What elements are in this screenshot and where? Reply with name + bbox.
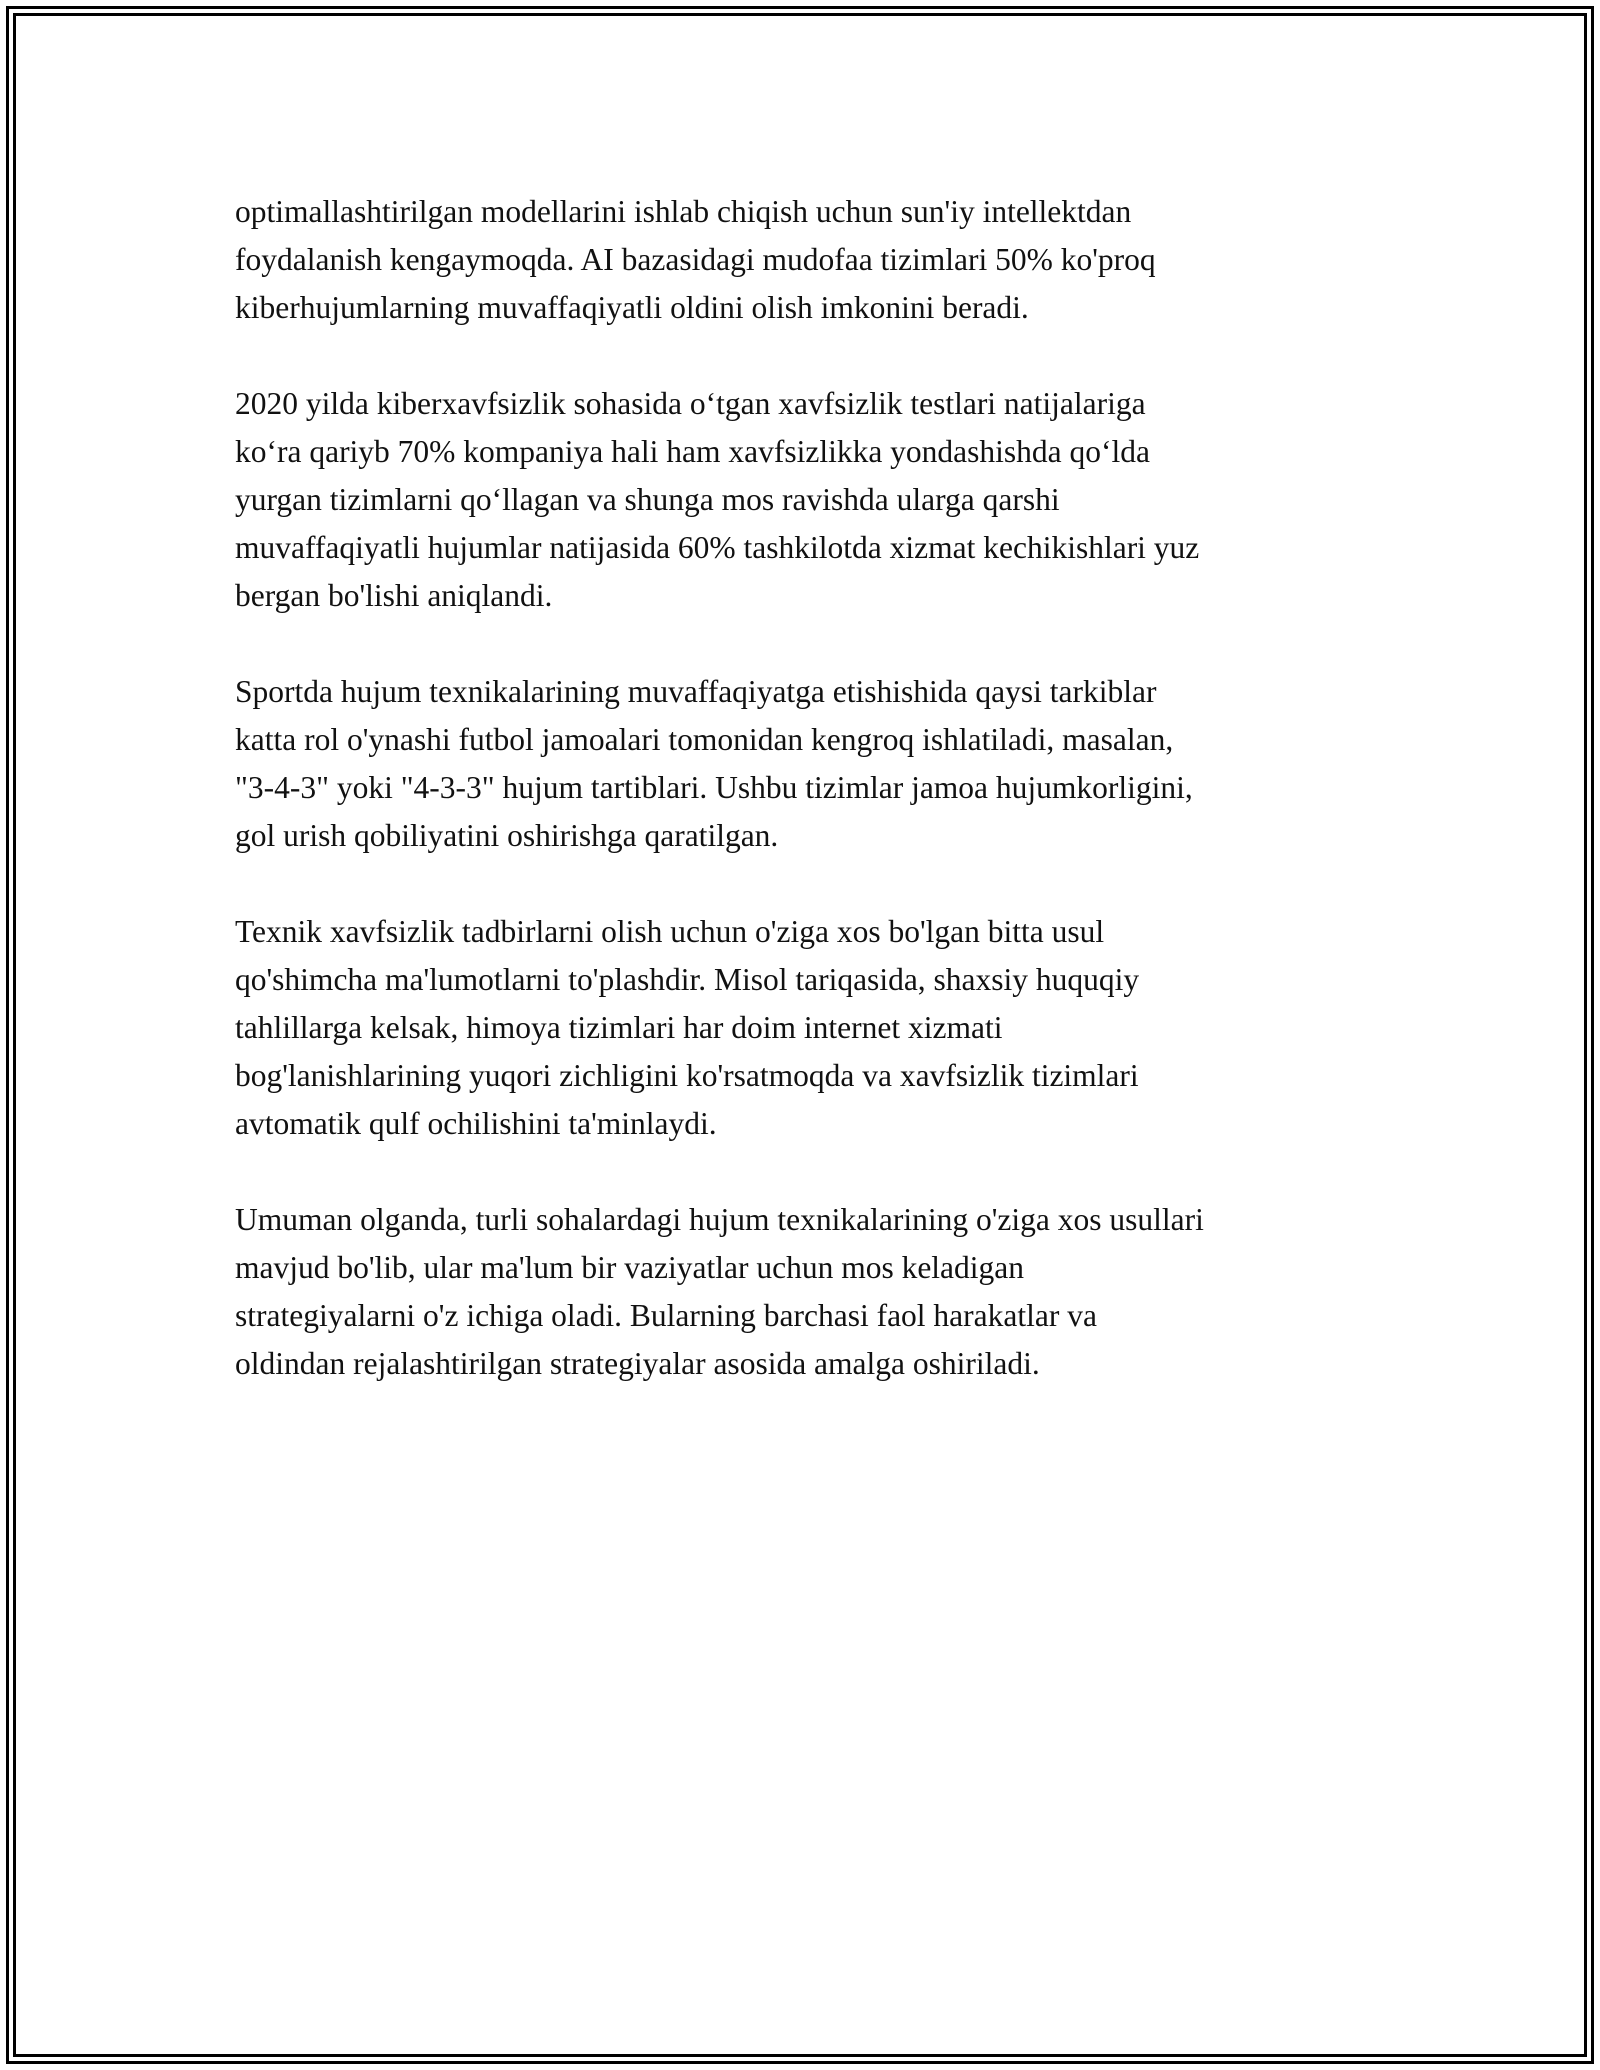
paragraph-1	[235, 188, 1375, 332]
text-line: bog'lanishlarining yuqori zichligini ko'rsatmoqda va xavfsizlik tizimlari	[235, 1058, 1139, 1093]
text-line: Sportda hujum texnikalarining muvaffaqiyatga etishishida qaysi tarkiblar	[235, 674, 1157, 709]
text-line: strategiyalarni o'z ichiga oladi. Bularning barchasi faol harakatlar va	[235, 1298, 1097, 1333]
text-line: mavjud bo'lib, ular ma'lum bir vaziyatlar uchun mos keladigan	[235, 1250, 1025, 1285]
text-line: avtomatik qulf ochilishini ta'minlaydi.	[235, 1106, 717, 1141]
text-line: foydalanish kengaymoqda. AI bazasidagi mudofaa tizimlari 50% ko'proq	[235, 242, 1156, 277]
document-body	[235, 188, 1375, 1436]
text-line: 2020 yilda kiberxavfsizlik sohasida o‘tgan xavfsizlik testlari natijalariga	[235, 386, 1146, 421]
text-line: Umuman olganda, turli sohalardagi hujum texnikalarining o'ziga xos usullari	[235, 1202, 1204, 1237]
text-line: kiberhujumlarning muvaffaqiyatli oldini olish imkonini beradi.	[235, 290, 1029, 325]
text-line: katta rol o'ynashi futbol jamoalari tomonidan kengroq ishlatiladi, masalan,	[235, 722, 1174, 757]
text-line: optimallashtirilgan modellarini ishlab chiqish uchun sun'iy intellektdan	[235, 194, 1132, 229]
paragraph-2	[235, 380, 1375, 620]
text-line: yurgan tizimlarni qo‘llagan va shunga mos ravishda ularga qarshi	[235, 482, 1060, 517]
text-line: qo'shimcha ma'lumotlarni to'plashdir. Misol tariqasida, shaxsiy huquqiy	[235, 962, 1140, 997]
text-line: "3-4-3" yoki "4-3-3" hujum tartiblari. Ushbu tizimlar jamoa hujumkorligini,	[235, 770, 1193, 805]
text-line: muvaffaqiyatli hujumlar natijasida 60% tashkilotda xizmat kechikishlari yuz	[235, 530, 1200, 565]
text-line: ko‘ra qariyb 70% kompaniya hali ham xavfsizlikka yondashishda qo‘lda	[235, 434, 1151, 469]
text-line: gol urish qobiliyatini oshirishga qaratilgan.	[235, 818, 779, 853]
text-line: Texnik xavfsizlik tadbirlarni olish uchun o'ziga xos bo'lgan bitta usul	[235, 914, 1105, 949]
paragraph-5	[235, 1196, 1375, 1388]
paragraph-4	[235, 908, 1375, 1148]
text-line: bergan bo'lishi aniqlandi.	[235, 578, 553, 613]
paragraph-3	[235, 668, 1375, 860]
text-line: oldindan rejalashtirilgan strategiyalar asosida amalga oshiriladi.	[235, 1346, 1040, 1381]
text-line: tahlillarga kelsak, himoya tizimlari har doim internet xizmati	[235, 1010, 1003, 1045]
